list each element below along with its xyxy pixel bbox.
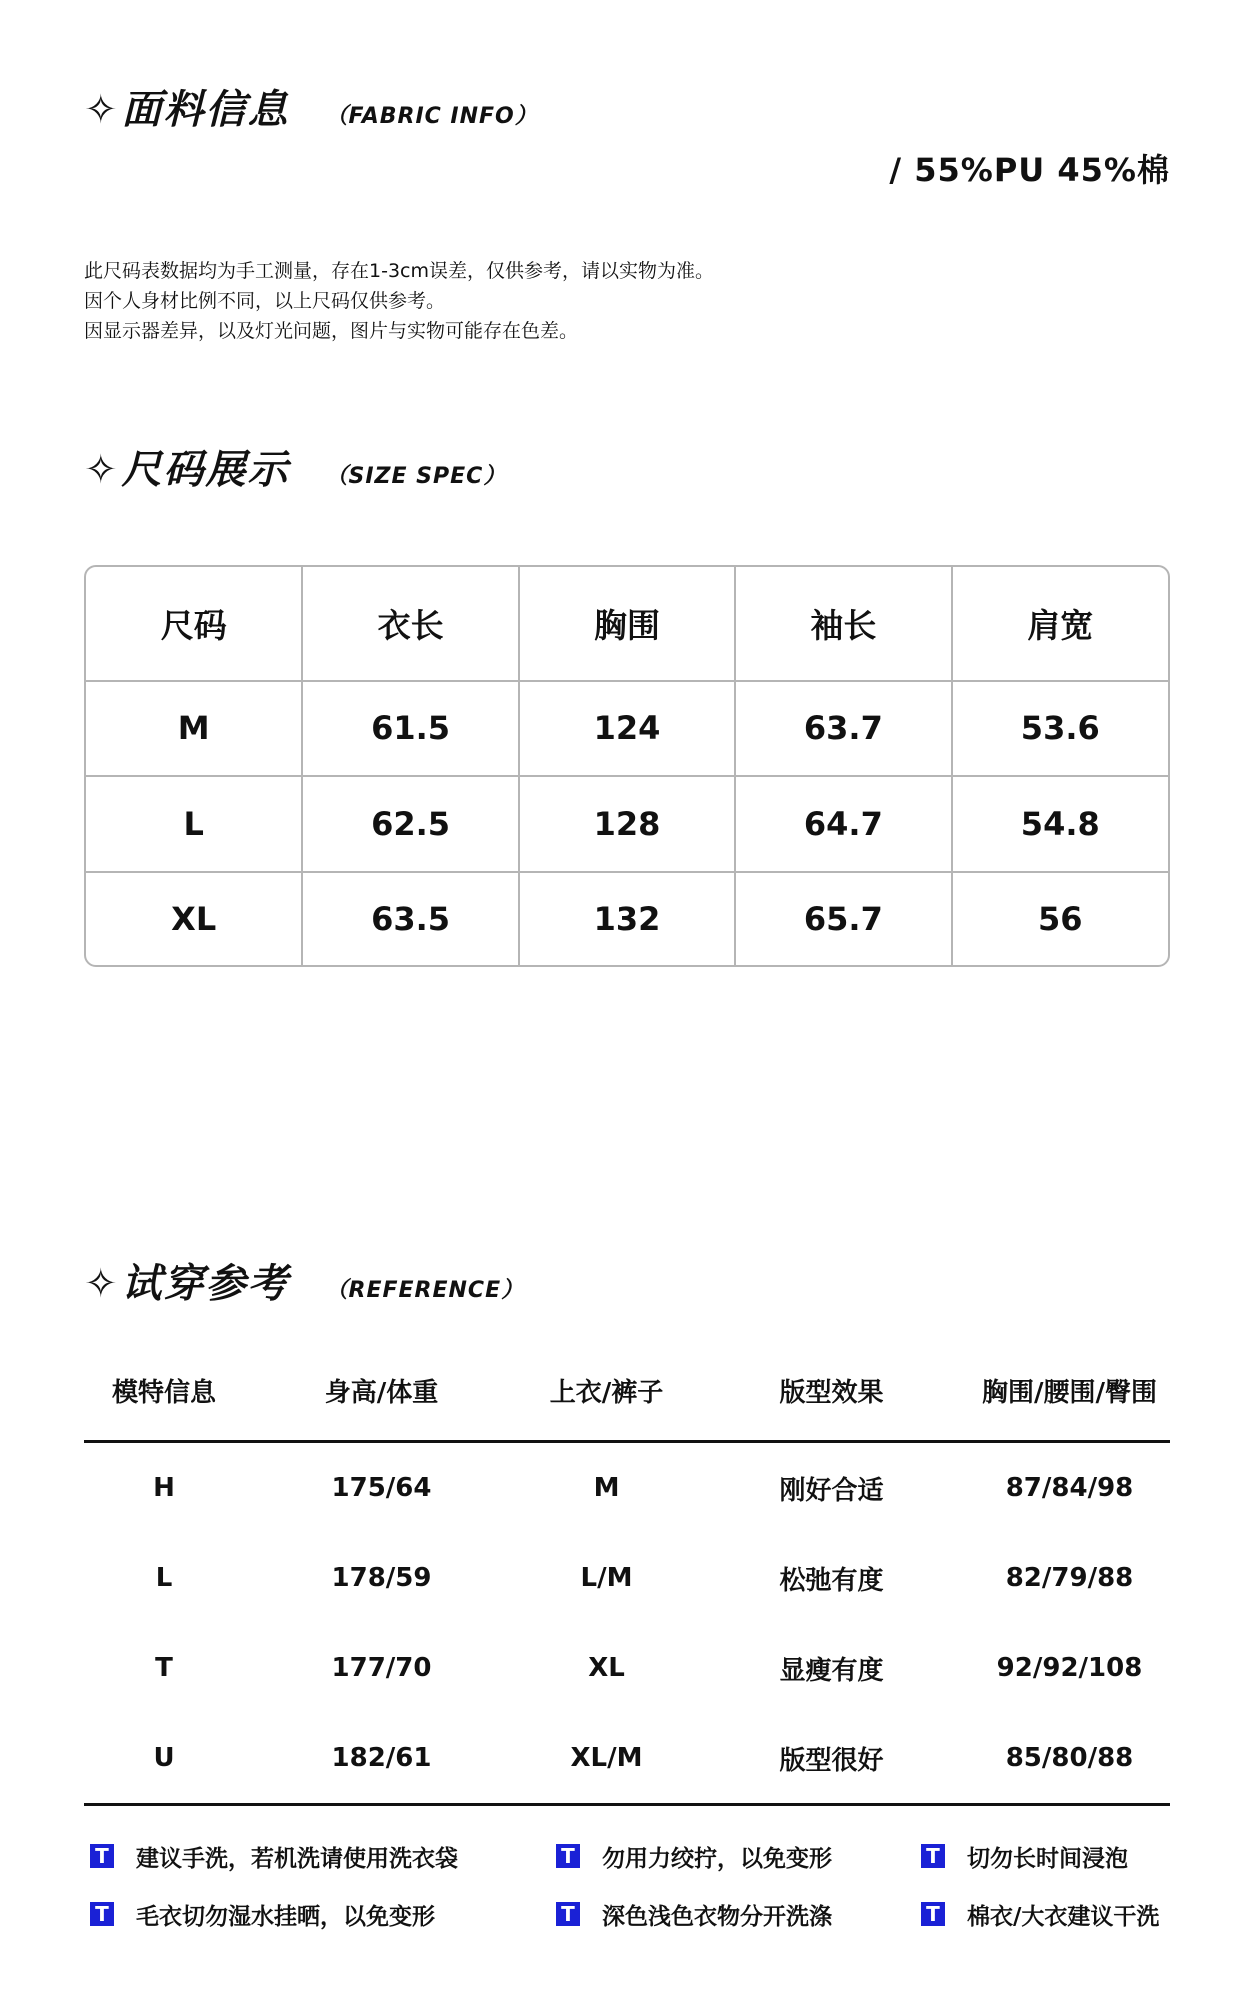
- care-instructions: [84, 1827, 1174, 1943]
- care-row: [84, 1885, 1174, 1943]
- size-cell: L: [86, 776, 302, 872]
- reference-title-zh: 试穿参考: [121, 1261, 290, 1307]
- reference-cell: 175/64: [331, 1473, 432, 1503]
- care-text: 深色浅色衣物分开洗涤: [602, 1903, 832, 1930]
- care-text: 棉衣/大衣建议干洗: [967, 1903, 1160, 1930]
- reference-cell: 85/80/88: [1005, 1743, 1134, 1773]
- care-text: 勿用力绞拧，以免变形: [602, 1845, 832, 1872]
- size-header-cell: 尺码: [86, 567, 302, 681]
- reference-cell: XL: [588, 1653, 625, 1683]
- reference-row: [84, 1443, 1170, 1533]
- fabric-title-en: （FABRIC INFO）: [325, 104, 538, 129]
- reference-cell: L: [155, 1563, 173, 1593]
- size-header-cell: 袖长: [735, 567, 951, 681]
- t-badge-icon: T: [921, 1902, 945, 1926]
- reference-header-cell: 上衣/裤子: [549, 1377, 664, 1408]
- size-cell: 132: [519, 872, 735, 965]
- care-item: [550, 1898, 915, 1931]
- size-cell: 63.7: [735, 681, 951, 777]
- reference-cell: 177/70: [331, 1653, 432, 1683]
- reference-header-row: [84, 1340, 1170, 1440]
- reference-cell: H: [153, 1473, 175, 1503]
- care-text: 切勿长时间浸泡: [967, 1845, 1128, 1872]
- reference-row: [84, 1533, 1170, 1623]
- care-row: [84, 1827, 1174, 1885]
- reference-cell: U: [153, 1743, 175, 1773]
- care-text: 建议手洗，若机洗请使用洗衣袋: [136, 1845, 458, 1872]
- size-table: [84, 565, 1170, 967]
- reference-header-cell: 胸围/腰围/臀围: [982, 1377, 1157, 1408]
- reference-cell: 82/79/88: [1005, 1563, 1134, 1593]
- size-cell: 62.5: [302, 776, 518, 872]
- size-header-cell: 衣长: [302, 567, 518, 681]
- care-item: [915, 1840, 1174, 1873]
- size-cell: 53.6: [952, 681, 1168, 777]
- size-title-zh: 尺码展示: [121, 447, 290, 493]
- size-cell: 128: [519, 776, 735, 872]
- size-cell: 63.5: [302, 872, 518, 965]
- note-line: 因显示器差异，以及灯光问题，图片与实物可能存在色差。: [84, 320, 579, 342]
- reference-header-cell: 身高/体重: [324, 1377, 439, 1408]
- reference-title-en: （REFERENCE）: [325, 1278, 525, 1303]
- reference-header-cell: 模特信息: [111, 1377, 216, 1408]
- size-cell: M: [86, 681, 302, 777]
- reference-header-cell: 版型效果: [779, 1377, 884, 1408]
- reference-cell: 178/59: [331, 1563, 432, 1593]
- reference-cell: 刚好合适: [779, 1475, 884, 1506]
- reference-row: [84, 1713, 1170, 1803]
- reference-cell: 显瘦有度: [779, 1655, 884, 1686]
- sparkle-icon: ✧: [84, 1261, 118, 1307]
- size-cell: 64.7: [735, 776, 951, 872]
- size-section-title: [84, 438, 506, 495]
- t-badge-icon: T: [90, 1844, 114, 1868]
- reference-cell: M: [593, 1473, 620, 1503]
- reference-table: [84, 1340, 1170, 1806]
- reference-cell: 松弛有度: [779, 1565, 884, 1596]
- t-badge-icon: T: [556, 1902, 580, 1926]
- reference-cell: 92/92/108: [996, 1653, 1143, 1683]
- t-badge-icon: T: [556, 1844, 580, 1868]
- note-line: 因个人身材比例不同，以上尺码仅供参考。: [84, 290, 446, 312]
- size-table-row: [86, 681, 1168, 777]
- size-header-cell: 胸围: [519, 567, 735, 681]
- t-badge-icon: T: [921, 1844, 945, 1868]
- size-cell: 61.5: [302, 681, 518, 777]
- size-cell: 65.7: [735, 872, 951, 965]
- size-header-cell: 肩宽: [952, 567, 1168, 681]
- reference-cell: 版型很好: [779, 1745, 884, 1776]
- fabric-section-title: [84, 78, 538, 135]
- size-title-en: （SIZE SPEC）: [325, 464, 507, 489]
- reference-cell: XL/M: [570, 1743, 643, 1773]
- size-table-row: [86, 872, 1168, 965]
- sparkle-icon: ✧: [84, 447, 118, 493]
- table-divider: [84, 1803, 1170, 1806]
- sparkle-icon: ✧: [84, 87, 118, 133]
- fabric-composition: / 55%PU 45%棉: [889, 151, 1170, 189]
- care-item: [915, 1898, 1174, 1931]
- reference-section-title: [84, 1252, 524, 1309]
- reference-row: [84, 1623, 1170, 1713]
- size-table-header-row: [86, 567, 1168, 681]
- care-item: [84, 1840, 550, 1873]
- size-cell: 124: [519, 681, 735, 777]
- reference-cell: 182/61: [331, 1743, 432, 1773]
- size-cell: 54.8: [952, 776, 1168, 872]
- reference-rows: [84, 1443, 1170, 1803]
- care-item: [550, 1840, 915, 1873]
- reference-cell: T: [155, 1653, 173, 1683]
- care-text: 毛衣切勿湿水挂晒，以免变形: [136, 1903, 435, 1930]
- size-cell: 56: [1038, 899, 1083, 938]
- size-table-row: [86, 776, 1168, 872]
- reference-cell: 87/84/98: [1005, 1473, 1134, 1503]
- fabric-title-zh: 面料信息: [121, 87, 290, 133]
- measurement-notes: [84, 256, 714, 346]
- reference-cell: L/M: [580, 1563, 633, 1593]
- care-item: [84, 1898, 550, 1931]
- note-line: 此尺码表数据均为手工测量，存在1-3cm误差，仅供参考，请以实物为准。: [84, 260, 714, 282]
- t-badge-icon: T: [90, 1902, 114, 1926]
- size-cell: XL: [86, 872, 302, 965]
